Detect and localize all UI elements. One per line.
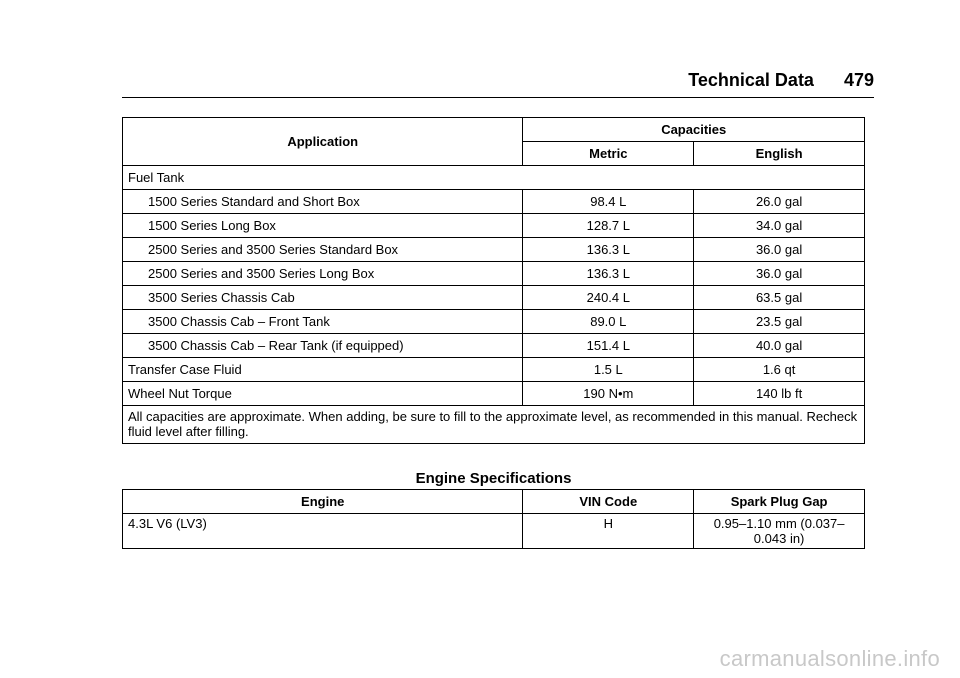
row-label: 1500 Series Long Box	[123, 214, 523, 238]
table-row	[123, 238, 865, 262]
col-english: English	[694, 142, 865, 166]
engine-cell: 4.3L V6 (LV3)	[123, 514, 523, 549]
row-english: 36.0 gal	[694, 262, 865, 286]
gap-line-1: 0.95–1.10 mm (0.037–	[713, 516, 845, 531]
row-english: 23.5 gal	[694, 310, 865, 334]
row-metric: 136.3 L	[523, 262, 694, 286]
row-metric: 1.5 L	[523, 358, 694, 382]
row-english: 140 lb ft	[694, 382, 865, 406]
col-vin-code: VIN Code	[523, 490, 694, 514]
capacities-table	[122, 117, 865, 444]
row-metric: 240.4 L	[523, 286, 694, 310]
row-metric: 89.0 L	[523, 310, 694, 334]
gap-line-2: 0.043 in)	[753, 531, 805, 546]
table-row	[123, 334, 865, 358]
row-metric: 128.7 L	[523, 214, 694, 238]
section-fuel-tank: Fuel Tank	[123, 166, 865, 190]
table-row	[123, 214, 865, 238]
vin-cell: H	[523, 514, 694, 549]
row-label: 2500 Series and 3500 Series Standard Box	[123, 238, 523, 262]
row-english: 63.5 gal	[694, 286, 865, 310]
table-row	[123, 514, 865, 549]
col-capacities: Capacities	[523, 118, 865, 142]
col-metric: Metric	[523, 142, 694, 166]
page-title: Technical Data	[688, 70, 814, 90]
row-label: 2500 Series and 3500 Series Long Box	[123, 262, 523, 286]
col-engine: Engine	[123, 490, 523, 514]
row-metric: 136.3 L	[523, 238, 694, 262]
row-label: 3500 Chassis Cab – Front Tank	[123, 310, 523, 334]
row-label: 1500 Series Standard and Short Box	[123, 190, 523, 214]
engine-specs-title: Engine Specifications	[415, 470, 572, 487]
row-metric: 98.4 L	[523, 190, 694, 214]
table-row	[123, 262, 865, 286]
row-label: 3500 Series Chassis Cab	[123, 286, 523, 310]
row-english: 40.0 gal	[694, 334, 865, 358]
watermark-text: carmanualsonline.info	[719, 646, 940, 671]
row-metric: 190 N•m	[523, 382, 694, 406]
table-row	[123, 310, 865, 334]
col-spark-plug-gap: Spark Plug Gap	[694, 490, 865, 514]
gap-cell	[694, 514, 865, 549]
page-number: 479	[843, 70, 874, 90]
col-application: Application	[123, 118, 523, 166]
row-english: 26.0 gal	[694, 190, 865, 214]
row-label: 3500 Chassis Cab – Rear Tank (if equipped)	[123, 334, 523, 358]
row-label: Transfer Case Fluid	[123, 358, 523, 382]
table-row	[123, 382, 865, 406]
page-header	[122, 70, 874, 98]
row-metric: 151.4 L	[523, 334, 694, 358]
table-row	[123, 286, 865, 310]
engine-specs-table	[122, 489, 865, 549]
row-english: 34.0 gal	[694, 214, 865, 238]
table-row	[123, 190, 865, 214]
table-row	[123, 358, 865, 382]
row-label: Wheel Nut Torque	[123, 382, 523, 406]
capacities-note: All capacities are approximate. When adding, be sure to fill to the approximate level, as recommended in this manual. Recheck fluid level after filling.	[123, 406, 865, 444]
row-english: 36.0 gal	[694, 238, 865, 262]
row-english: 1.6 qt	[694, 358, 865, 382]
